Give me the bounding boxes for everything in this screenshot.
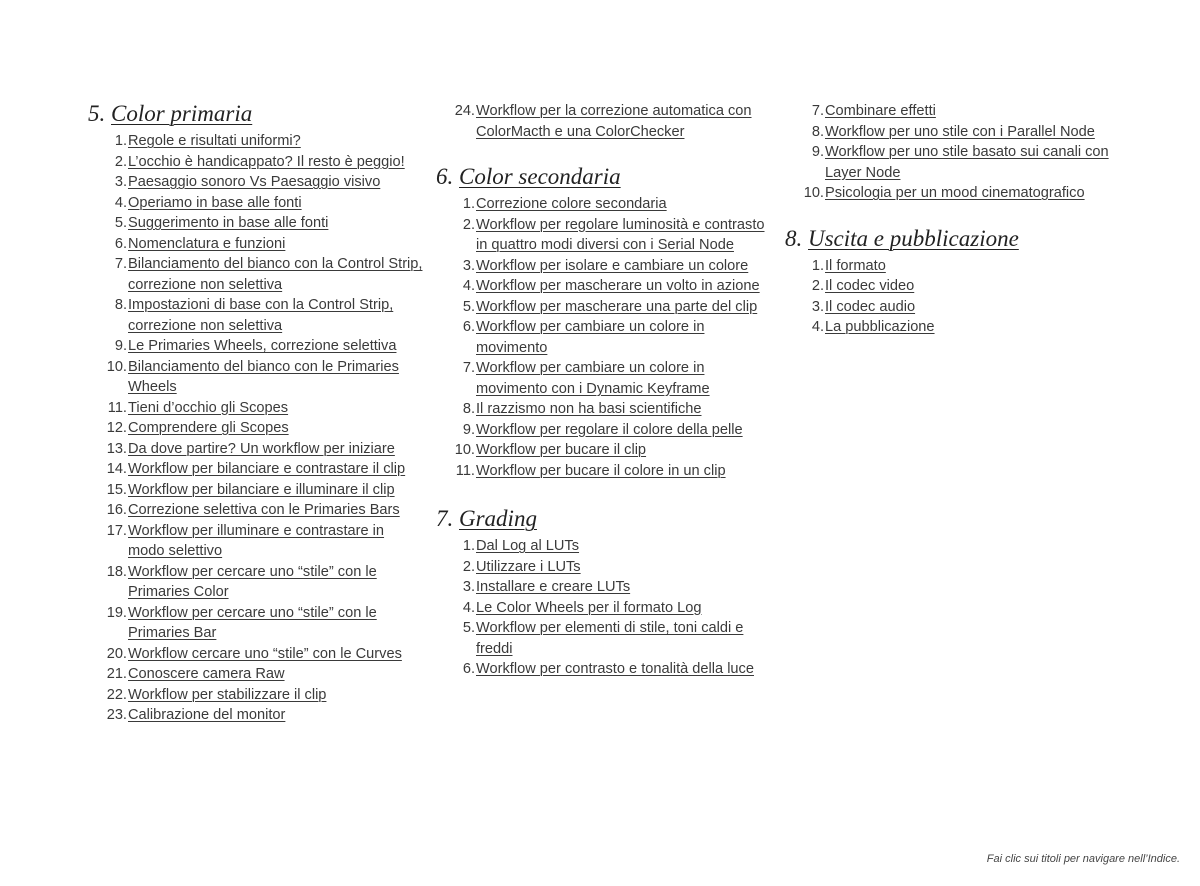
toc-item-number: 10. bbox=[106, 358, 127, 375]
toc-item-link[interactable]: Operiamo in base alle fonti bbox=[128, 194, 302, 211]
section-title-link[interactable]: Color secondaria bbox=[459, 164, 621, 189]
toc-item[interactable] bbox=[88, 152, 423, 173]
toc-item-number: 8. bbox=[811, 123, 824, 140]
toc-item-link[interactable]: Workflow per bilanciare e contrastare il clip bbox=[128, 461, 406, 477]
toc-item[interactable] bbox=[88, 439, 423, 460]
toc-item-link[interactable]: Le Color Wheels per il formato Log bbox=[476, 599, 702, 616]
toc-item-link[interactable]: La pubblicazione bbox=[825, 319, 935, 335]
toc-item[interactable] bbox=[436, 420, 771, 441]
toc-item[interactable] bbox=[785, 297, 1120, 318]
toc-item-number: 14. bbox=[106, 461, 127, 477]
toc-item[interactable] bbox=[785, 276, 1120, 297]
toc-item-number: 4. bbox=[114, 194, 127, 211]
toc-list-color-secondaria bbox=[436, 194, 771, 481]
toc-item-link[interactable]: Paesaggio sonoro Vs Paesaggio visivo bbox=[128, 174, 381, 190]
toc-item-number: 7. bbox=[811, 103, 824, 119]
toc-item-link[interactable]: Bilanciamento del bianco con le Primaries Wheels bbox=[128, 358, 399, 395]
toc-item-link[interactable]: Comprendere gli Scopes bbox=[128, 420, 289, 436]
toc-item-link[interactable]: Workflow per isolare e cambiare un colore bbox=[476, 257, 749, 274]
toc-item[interactable] bbox=[88, 418, 423, 439]
toc-item-number: 21. bbox=[106, 666, 127, 682]
toc-item-link[interactable]: Workflow per uno stile basato sui canali con Layer Node bbox=[825, 144, 1109, 181]
toc-list-color-primaria bbox=[88, 131, 423, 726]
toc-item-number: 4. bbox=[462, 278, 475, 294]
section-title-link[interactable]: Grading bbox=[459, 506, 537, 531]
section-number: 8. bbox=[785, 225, 803, 251]
toc-item-link[interactable]: Le Primaries Wheels, correzione selettiva bbox=[128, 338, 397, 354]
toc-item-number: 1. bbox=[462, 196, 475, 212]
toc-item-link[interactable]: Workflow per cercare uno “stile” con le Primaries Bar bbox=[128, 604, 377, 641]
toc-item-link[interactable]: Workflow per mascherare una parte del clip bbox=[476, 298, 758, 315]
toc-item-link[interactable]: Workflow per bucare il colore in un clip bbox=[476, 462, 726, 479]
toc-item[interactable] bbox=[436, 194, 771, 215]
toc-item-link[interactable]: Workflow per bucare il clip bbox=[476, 442, 647, 458]
toc-item[interactable] bbox=[436, 317, 771, 358]
toc-item-number: 10. bbox=[454, 442, 475, 458]
toc-item-link[interactable]: L’occhio è handicappato? Il resto è peggio! bbox=[128, 153, 405, 170]
toc-item-link[interactable]: Workflow per contrasto e tonalità della luce bbox=[476, 661, 754, 677]
toc-item-number: 2. bbox=[462, 558, 475, 575]
toc-item-link[interactable]: Regole e risultati uniformi? bbox=[128, 133, 301, 149]
toc-item-number: 9. bbox=[114, 338, 127, 354]
toc-item[interactable] bbox=[88, 500, 423, 521]
toc-item-number: 3. bbox=[811, 298, 824, 315]
toc-item-link[interactable]: Workflow per illuminare e contrastare in modo selettivo bbox=[128, 522, 385, 559]
toc-item-link[interactable]: Il codec audio bbox=[825, 298, 916, 315]
toc-item-link[interactable]: Workflow per cambiare un colore in movimento con i Dynamic Keyframe bbox=[476, 360, 710, 397]
toc-item-number: 20. bbox=[106, 645, 127, 662]
toc-item-number: 1. bbox=[462, 538, 475, 554]
toc-item-link[interactable]: Workflow per elementi di stile, toni caldi e freddi bbox=[476, 620, 744, 657]
toc-item[interactable] bbox=[88, 131, 423, 152]
footer-hint: Fai clic sui titoli per navigare nell’Indice. bbox=[986, 853, 1180, 865]
toc-item-link[interactable]: Installare e creare LUTs bbox=[476, 579, 631, 595]
toc-item-number: 3. bbox=[462, 579, 475, 595]
toc-item-link[interactable]: Nomenclatura e funzioni bbox=[128, 235, 286, 252]
toc-item-link[interactable]: Workflow per cercare uno “stile” con le Primaries Color bbox=[128, 563, 377, 600]
toc-item-number: 13. bbox=[106, 440, 127, 457]
toc-item-link[interactable]: Workflow per cambiare un colore in movimento bbox=[476, 319, 705, 356]
toc-item[interactable] bbox=[436, 440, 771, 461]
toc-list-grading bbox=[436, 536, 771, 680]
toc-list-uscita-e-pubblicazione bbox=[785, 256, 1120, 338]
toc-item-link[interactable]: Il razzismo non ha basi scientifiche bbox=[476, 401, 702, 417]
toc-item-link[interactable]: Psicologia per un mood cinematografico bbox=[825, 185, 1085, 201]
toc-item-link[interactable]: Il codec video bbox=[825, 278, 915, 294]
toc-item-number: 8. bbox=[462, 401, 475, 417]
toc-item[interactable] bbox=[88, 480, 423, 501]
toc-item[interactable] bbox=[436, 461, 771, 482]
toc-item[interactable] bbox=[785, 183, 1120, 204]
toc-item-number: 4. bbox=[462, 599, 475, 616]
toc-item-number: 23. bbox=[106, 707, 127, 723]
toc-item[interactable] bbox=[88, 295, 423, 336]
toc-item-link[interactable]: Correzione selettiva con le Primaries Bars bbox=[128, 502, 400, 518]
section-number: 6. bbox=[436, 164, 454, 189]
toc-item-link[interactable]: Dal Log al LUTs bbox=[476, 538, 580, 554]
toc-item[interactable] bbox=[436, 577, 771, 598]
toc-item[interactable] bbox=[436, 536, 771, 557]
toc-item[interactable] bbox=[436, 399, 771, 420]
toc-item-number: 1. bbox=[114, 133, 127, 149]
toc-item[interactable] bbox=[88, 459, 423, 480]
toc-item-number: 2. bbox=[114, 153, 127, 170]
toc-item-link[interactable]: Workflow per bilanciare e illuminare il clip bbox=[128, 481, 395, 498]
toc-item-number: 6. bbox=[462, 319, 475, 335]
toc-item[interactable] bbox=[785, 122, 1120, 143]
section-number: 5. bbox=[88, 101, 106, 126]
toc-item[interactable] bbox=[88, 193, 423, 214]
toc-item[interactable] bbox=[436, 557, 771, 578]
toc-item[interactable] bbox=[88, 562, 423, 603]
toc-item[interactable] bbox=[88, 336, 423, 357]
toc-item-number: 16. bbox=[106, 502, 127, 518]
toc-item-number: 2. bbox=[462, 216, 475, 233]
section-title-color-secondaria[interactable] bbox=[436, 163, 771, 191]
toc-item[interactable] bbox=[88, 705, 423, 726]
toc-item-number: 8. bbox=[114, 297, 127, 313]
toc-item[interactable] bbox=[785, 256, 1120, 277]
section-title-uscita-e-pubblicazione[interactable] bbox=[785, 225, 1120, 253]
toc-item[interactable] bbox=[88, 357, 423, 398]
toc-item[interactable] bbox=[436, 358, 771, 399]
toc-item-link[interactable]: Suggerimento in base alle fonti bbox=[128, 215, 329, 231]
toc-item-link[interactable]: Workflow per mascherare un volto in azione bbox=[476, 278, 760, 294]
toc-item[interactable] bbox=[436, 598, 771, 619]
toc-item[interactable] bbox=[436, 256, 771, 277]
toc-item[interactable] bbox=[88, 172, 423, 193]
toc-item-link[interactable]: Correzione colore secondaria bbox=[476, 196, 667, 212]
toc-item[interactable] bbox=[88, 685, 423, 706]
toc-item-link[interactable]: Workflow per uno stile con i Parallel Node bbox=[825, 123, 1095, 140]
toc-item[interactable] bbox=[436, 618, 771, 659]
toc-item-number: 3. bbox=[114, 174, 127, 190]
toc-item-number: 11. bbox=[107, 399, 127, 416]
toc-item-number: 9. bbox=[462, 421, 475, 438]
toc-item-link[interactable]: Il formato bbox=[825, 257, 886, 274]
toc-item[interactable] bbox=[88, 644, 423, 665]
toc-item-link[interactable]: Workflow per regolare luminosità e contrasto in quattro modi diversi con i Serial Node bbox=[476, 216, 765, 253]
toc-item-number: 12. bbox=[106, 420, 127, 436]
toc-item-number: 11. bbox=[455, 462, 475, 479]
toc-item[interactable] bbox=[436, 297, 771, 318]
section-title-grading[interactable] bbox=[436, 505, 771, 533]
toc-item-number: 4. bbox=[811, 319, 824, 335]
toc-item-number: 5. bbox=[462, 620, 475, 636]
toc-item[interactable] bbox=[436, 276, 771, 297]
toc-item-link[interactable]: Da dove partire? Un workflow per iniziare bbox=[128, 440, 395, 457]
toc-item-link[interactable]: Workflow per regolare il colore della pelle bbox=[476, 421, 743, 438]
toc-item[interactable] bbox=[88, 521, 423, 562]
toc-column-2 bbox=[436, 101, 771, 680]
toc-item-link[interactable]: Workflow per stabilizzare il clip bbox=[128, 686, 327, 703]
toc-item-number: 7. bbox=[462, 360, 475, 376]
toc-item-link[interactable]: Bilanciamento del bianco con la Control Strip, correzione non selettiva bbox=[128, 256, 423, 293]
toc-item[interactable] bbox=[88, 254, 423, 295]
toc-item-number: 5. bbox=[114, 215, 127, 231]
toc-item-link[interactable]: Workflow cercare uno “stile” con le Curves bbox=[128, 645, 402, 662]
toc-item-number: 5. bbox=[462, 298, 475, 315]
toc-item[interactable] bbox=[88, 398, 423, 419]
toc-item-number: 2. bbox=[811, 278, 824, 294]
toc-item[interactable] bbox=[785, 142, 1120, 183]
toc-list-color-primaria-continued bbox=[436, 101, 771, 142]
section-title-link[interactable]: Uscita e pubblicazione bbox=[808, 225, 1019, 251]
toc-item-number: 6. bbox=[114, 235, 127, 252]
toc-item-link[interactable]: Calibrazione del monitor bbox=[128, 707, 286, 723]
toc-list-grading-continued bbox=[785, 101, 1120, 204]
toc-item-link[interactable]: Combinare effetti bbox=[825, 103, 936, 119]
toc-item-number: 19. bbox=[106, 604, 127, 621]
toc-item[interactable] bbox=[436, 659, 771, 680]
toc-item-number: 7. bbox=[114, 256, 127, 272]
toc-item-link[interactable]: Impostazioni di base con la Control Strip, correzione non selettiva bbox=[128, 297, 394, 334]
toc-item-number: 9. bbox=[811, 144, 824, 160]
toc-item[interactable] bbox=[785, 101, 1120, 122]
toc-item-number: 24. bbox=[454, 103, 475, 119]
toc-item[interactable] bbox=[88, 603, 423, 644]
toc-item-link[interactable]: Utilizzare i LUTs bbox=[476, 558, 581, 575]
toc-item-link[interactable]: Conoscere camera Raw bbox=[128, 666, 285, 682]
toc-item-link[interactable]: Workflow per la correzione automatica con ColorMacth e una ColorChecker bbox=[476, 103, 752, 140]
toc-item-number: 3. bbox=[462, 257, 475, 274]
toc-item-number: 1. bbox=[811, 257, 824, 274]
toc-item[interactable] bbox=[88, 213, 423, 234]
toc-column-3 bbox=[785, 101, 1120, 338]
toc-item[interactable] bbox=[785, 317, 1120, 338]
toc-item-link[interactable]: Tieni d’occhio gli Scopes bbox=[128, 399, 289, 416]
toc-item[interactable] bbox=[436, 101, 771, 142]
toc-item-number: 10. bbox=[803, 185, 824, 201]
toc-item-number: 17. bbox=[106, 522, 127, 539]
section-title-color-primaria[interactable] bbox=[88, 100, 423, 128]
toc-item-number: 15. bbox=[106, 481, 127, 498]
toc-item[interactable] bbox=[88, 664, 423, 685]
toc-item-number: 22. bbox=[106, 686, 127, 703]
section-title-link[interactable]: Color primaria bbox=[111, 101, 253, 126]
toc-column-1 bbox=[88, 100, 423, 726]
toc-item[interactable] bbox=[436, 215, 771, 256]
toc-item-number: 18. bbox=[106, 563, 127, 580]
toc-item[interactable] bbox=[88, 234, 423, 255]
section-number: 7. bbox=[436, 506, 454, 531]
toc-item-number: 6. bbox=[462, 661, 475, 677]
